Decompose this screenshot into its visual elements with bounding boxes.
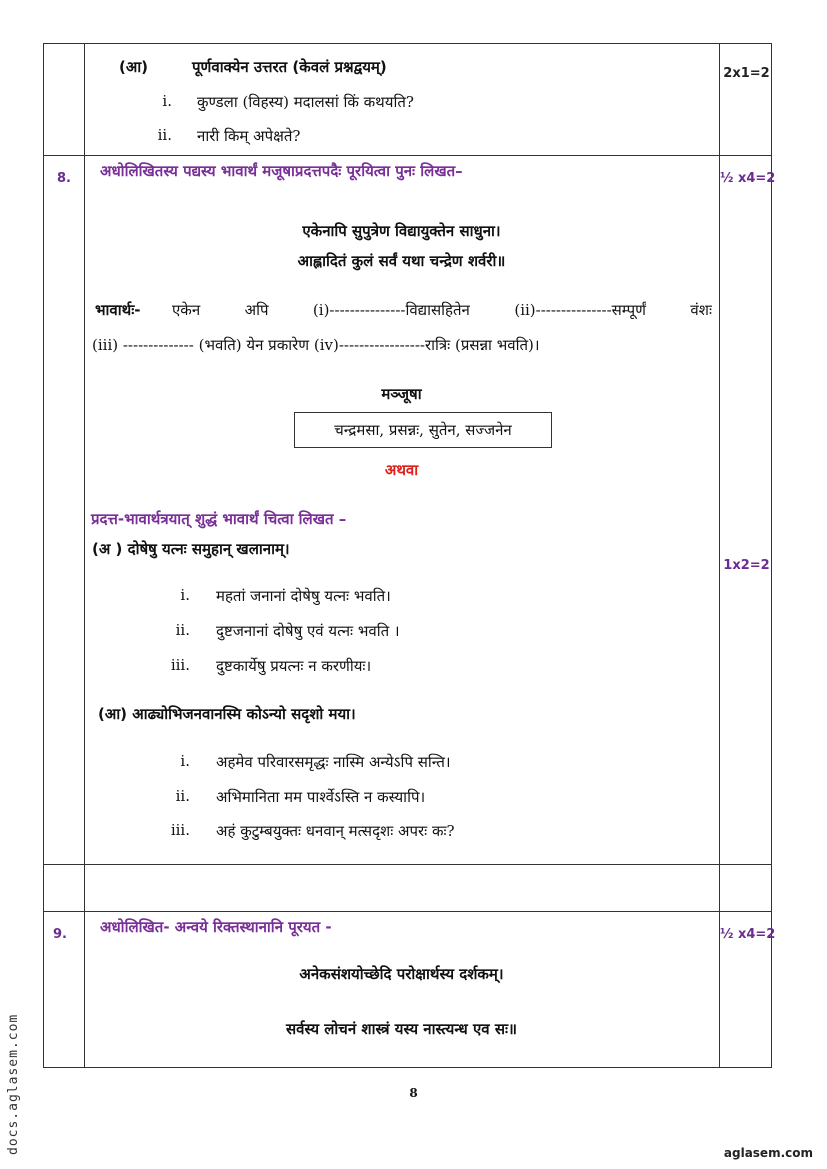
marks-label: ½ x4=2: [720, 171, 776, 186]
part-title: (अ ) दोषेषु यत्नः समुहान् खलानाम्।: [92, 540, 290, 558]
manjusha-title: मञ्जूषा: [381, 385, 422, 403]
item-number: ii.: [157, 126, 172, 144]
item-number: ii.: [175, 621, 190, 639]
item-number: i.: [162, 92, 172, 110]
item-number: ii.: [175, 787, 190, 805]
question-item: नारी किम् अपेक्षते?: [197, 127, 301, 145]
marks-label: ½ x4=2: [720, 927, 776, 942]
verse-line: अनेकसंशयोच्छेदि परोक्षार्थस्य दर्शकम्।: [299, 965, 504, 983]
athava-label: अथवा: [384, 461, 419, 479]
item-number: i.: [180, 586, 190, 604]
bhavartha-line: एकेन अपि (i)---------------विद्यासहितेन (ii)---------------सम्पूर्णं वंशः: [172, 301, 712, 319]
option-text: दुष्टजनानां दोषेषु एवं यत्नः भवति ।: [216, 622, 400, 640]
verse-line: आह्लादितं कुलं सर्वं यथा चन्द्रेण शर्वरी॥: [297, 252, 506, 270]
footer-brand: aglasem.com: [723, 1146, 813, 1160]
marks-label: 2x1=2: [723, 66, 770, 81]
item-number: i.: [180, 752, 190, 770]
row-divider: [44, 911, 771, 912]
part-title: (आ) आढ्योभिजनवानस्मि कोऽन्यो सदृशो मया।: [98, 705, 356, 723]
option-text: महतां जनानां दोषेषु यत्नः भवति।: [216, 587, 391, 605]
subpart-heading: पूर्णवाक्येन उत्तरत (केवलं प्रश्नद्वयम्): [192, 58, 387, 76]
side-watermark: docs.aglasem.com: [6, 1013, 21, 1155]
alt-instruction: प्रदत्त-भावार्थत्रयात् शुद्धं भावार्थं चित्वा लिखत –: [91, 510, 347, 528]
item-number: iii.: [170, 656, 190, 674]
verse-line: एकेनापि सुपुत्रेण विद्यायुक्तेन साधुना।: [302, 222, 501, 240]
row-divider: [44, 155, 771, 156]
subpart-label: (आ): [119, 58, 149, 76]
item-number: iii.: [170, 821, 190, 839]
question-table: [43, 43, 776, 1068]
marks-label: 1x2=2: [723, 558, 770, 573]
question-number: 9.: [53, 927, 67, 942]
question-instruction: अधोलिखितस्य पद्यस्य भावार्थं मजूषाप्रदत्तपदैः पूरयित्वा पुनः लिखत–: [100, 162, 463, 180]
page-number: 8: [409, 1086, 418, 1100]
question-number: 8.: [57, 171, 71, 186]
row-divider: [44, 864, 771, 865]
option-text: अहमेव परिवारसमृद्धः नास्मि अन्येऽपि सन्ति।: [216, 753, 451, 771]
question-instruction: अधोलिखित- अन्वये रिक्तस्थानानि पूरयत -: [100, 918, 332, 936]
manjusha-box: चन्द्रमसा, प्रसन्नः, सुतेन, सज्जनेन: [294, 412, 552, 448]
option-text: अभिमानिता मम पार्श्वेऽस्ति न कस्यापि।: [216, 788, 426, 806]
bhavartha-line: (iii) -------------- (भवति) येन प्रकारेण (iv)-----------------रात्रिः (प्रसन्ना भवति)।: [92, 336, 540, 354]
question-item: कुण्डला (विहस्य) मदालसां किं कथयति?: [197, 93, 414, 111]
option-text: अहं कुटुम्बयुक्तः धनवान् मत्सदृशः अपरः कः?: [216, 822, 455, 840]
verse-line: सर्वस्य लोचनं शास्त्रं यस्य नास्त्यन्ध एव सः॥: [286, 1020, 517, 1038]
column-divider: [719, 44, 720, 1067]
column-divider: [84, 44, 85, 1067]
option-text: दुष्टकार्येषु प्रयत्नः न करणीयः।: [216, 657, 372, 675]
bhavartha-label: भावार्थः-: [95, 301, 141, 319]
